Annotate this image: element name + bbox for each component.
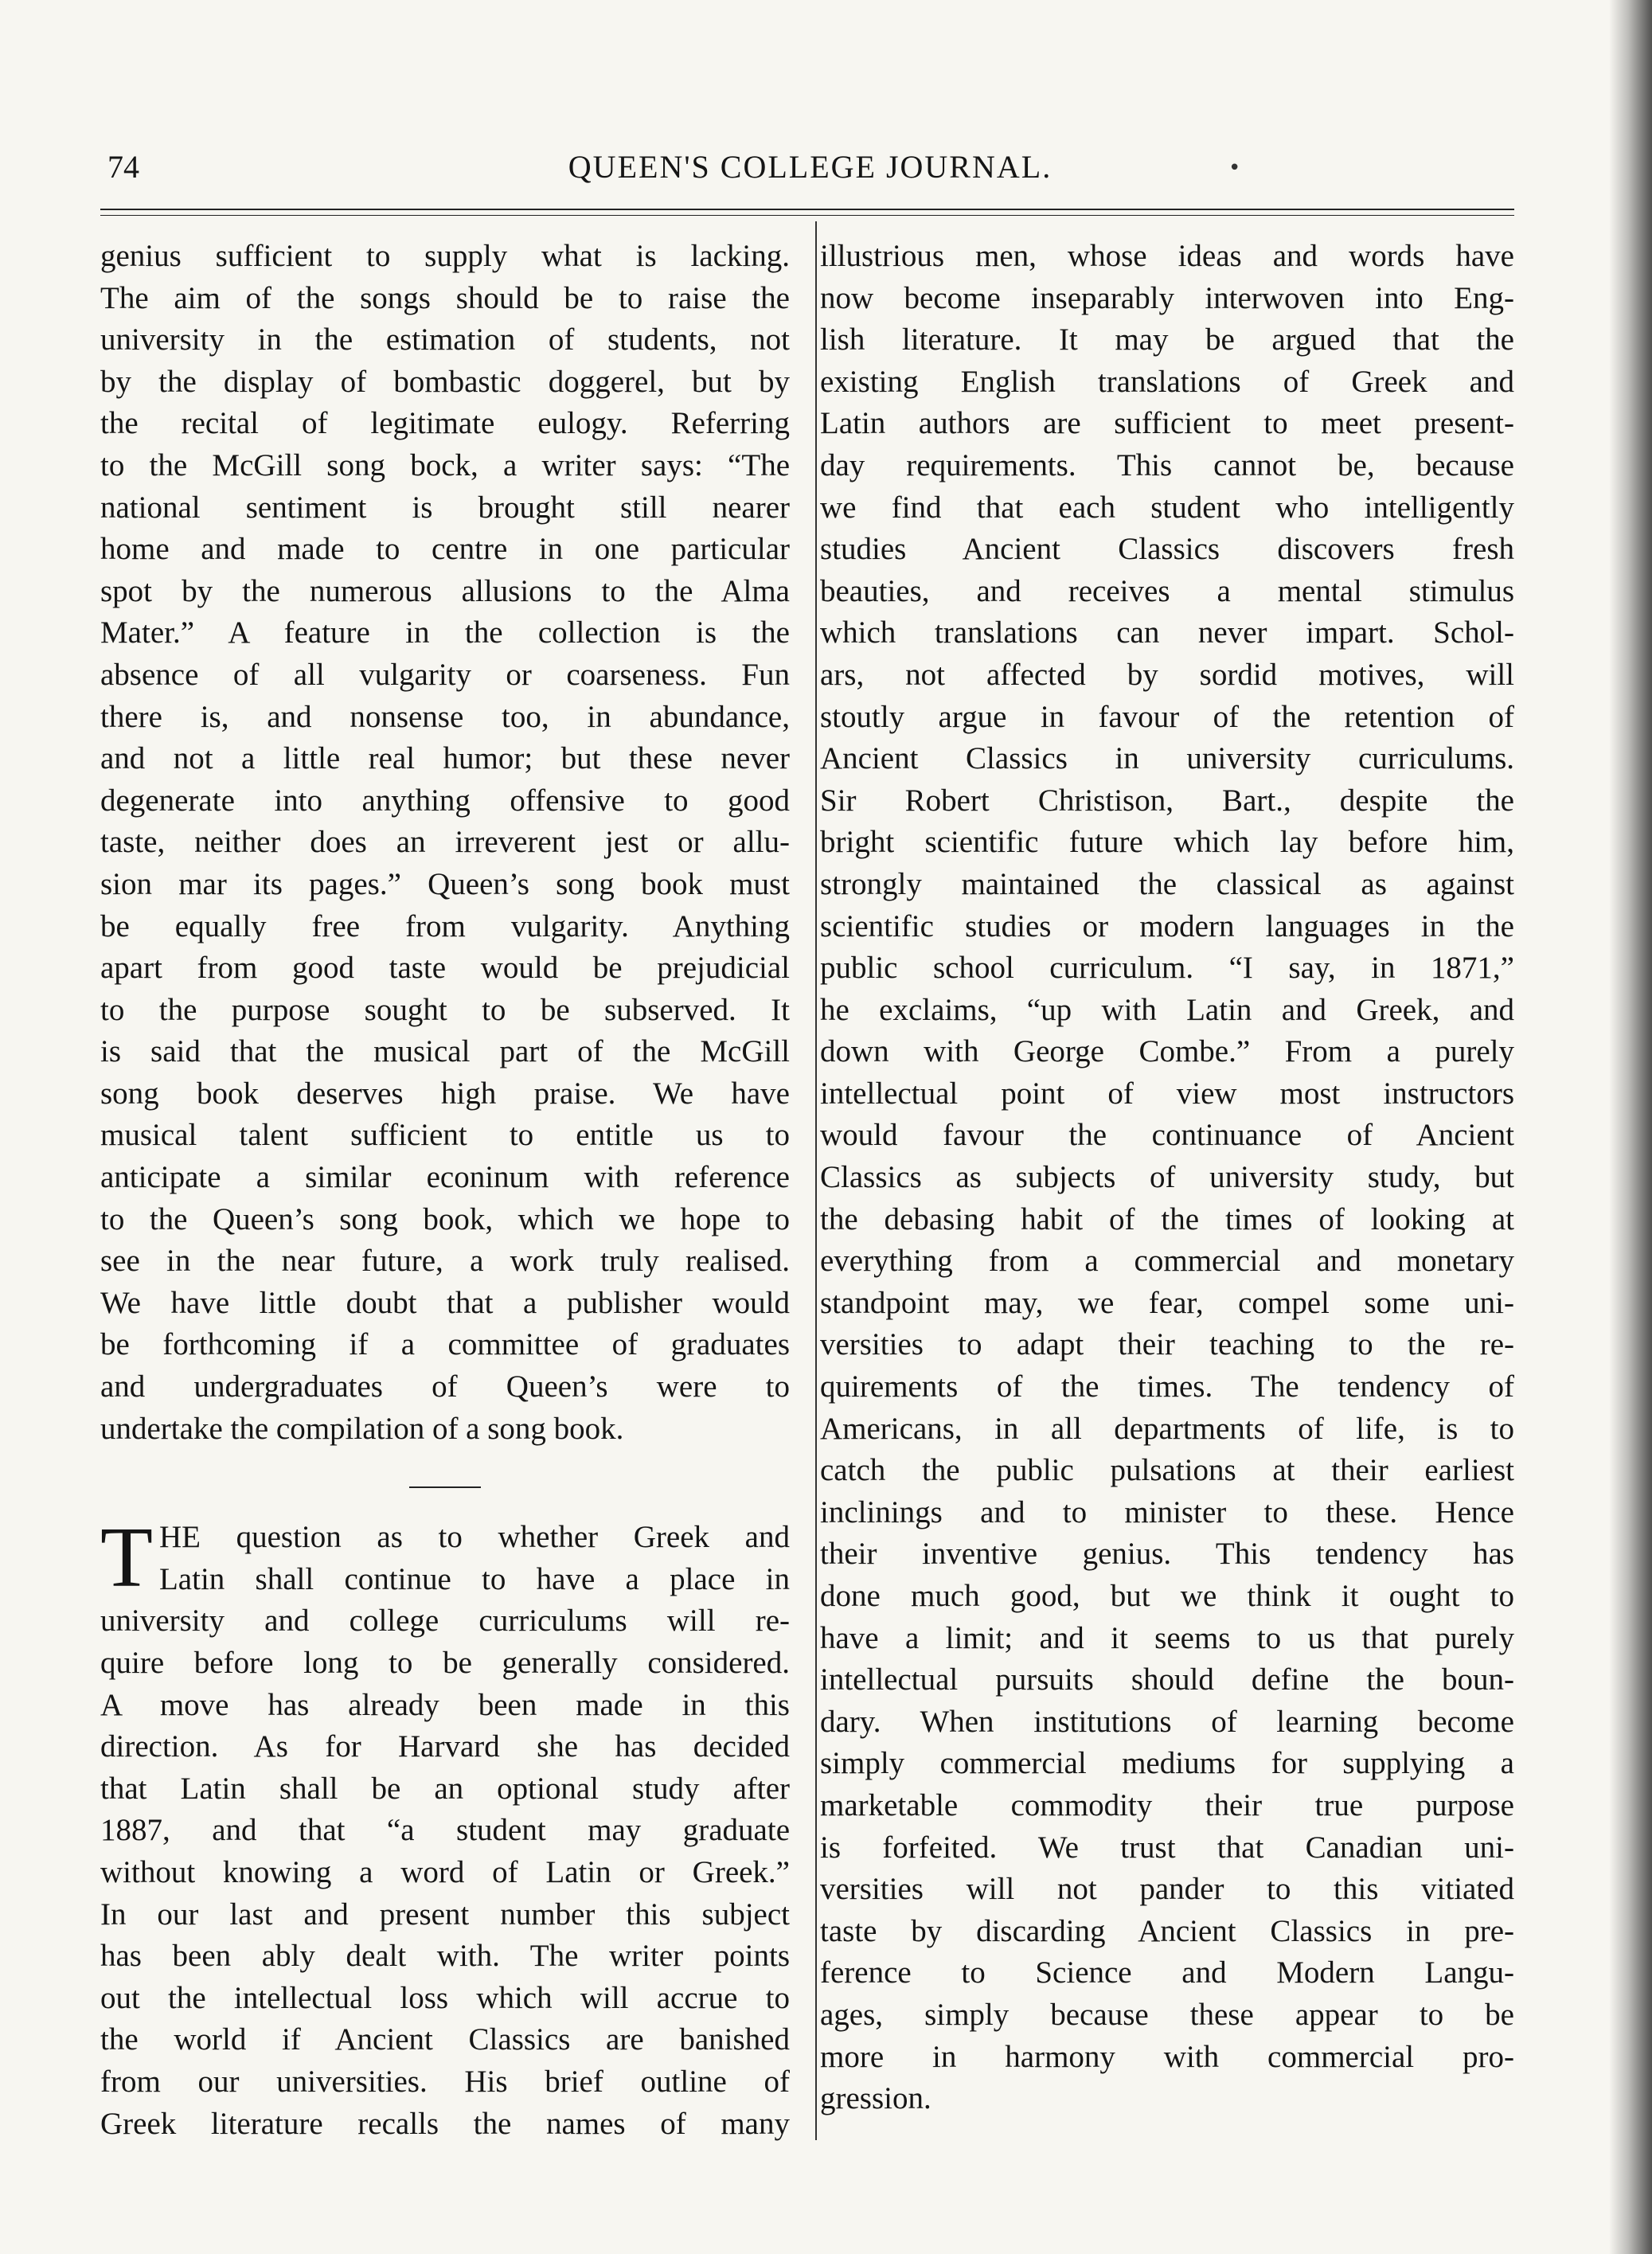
text-line: dary. When institutions of learning become: [820, 1704, 1514, 1739]
text-line: university in the estimation of students, not: [100, 322, 790, 357]
text-line: absence of all vulgarity or coarseness. Fun: [100, 657, 790, 692]
text-line: university and college curriculums will re-: [100, 1604, 790, 1639]
stray-dot: •: [1228, 156, 1241, 180]
text-line: direction. As for Harvard she has decided: [100, 1729, 790, 1764]
text-line: versities will not pander to this vitiated: [820, 1872, 1514, 1907]
text-line: Americans, in all departments of life, is to: [820, 1411, 1514, 1446]
text-line: from our universities. His brief outline of: [100, 2064, 790, 2099]
drop-cap-lines: [100, 1510, 790, 1606]
text-line: everything from a commercial and monetary: [820, 1244, 1514, 1279]
classics-paragraph-continued: [820, 236, 1514, 2120]
text-line: spot by the numerous allusions to the Alma: [100, 573, 790, 608]
text-line: standpoint may, we fear, compel some uni-: [820, 1285, 1514, 1320]
text-line: we find that each student who intelligently: [820, 490, 1514, 525]
text-line: down with George Combe.” From a purely: [820, 1034, 1514, 1069]
text-line: is said that the musical part of the McGill: [100, 1034, 790, 1069]
text-line: and not a little real humor; but these never: [100, 741, 790, 776]
text-line: apart from good taste would be prejudicial: [100, 951, 790, 986]
text-line: home and made to centre in one particular: [100, 532, 790, 567]
text-line: simply commercial mediums for supplying a: [820, 1746, 1514, 1781]
text-line: by the display of bombastic doggerel, but by: [100, 364, 790, 399]
text-line: taste, neither does an irreverent jest or allu-: [100, 825, 790, 860]
text-line: without knowing a word of Latin or Greek.”: [100, 1854, 790, 1889]
text-line: which translations can never impart. Schol-: [820, 615, 1514, 650]
song-book-paragraph: [100, 236, 790, 1450]
text-line: catch the public pulsations at their earliest: [820, 1453, 1514, 1488]
text-line: quirements of the times. The tendency of: [820, 1369, 1514, 1404]
text-line: has been ably dealt with. The writer points: [100, 1939, 790, 1974]
text-line: is forfeited. We trust that Canadian uni-: [820, 1830, 1514, 1865]
left-column: [100, 236, 790, 2145]
text-line: Mater.” A feature in the collection is the: [100, 615, 790, 650]
text-line: national sentiment is brought still nearer: [100, 490, 790, 525]
text-line: and undergraduates of Queen’s were to: [100, 1369, 790, 1404]
text-line: lish literature. It may be argued that the: [820, 322, 1514, 357]
text-line: musical talent sufficient to entitle us to: [100, 1118, 790, 1153]
text-line: Ancient Classics in university curriculums.: [820, 741, 1514, 776]
page-header: [107, 148, 1513, 196]
column-divider: [815, 221, 817, 2140]
text-line: anticipate a similar econinum with reference: [100, 1160, 790, 1195]
header-rule-top: [100, 209, 1514, 210]
page-number: 74: [107, 149, 139, 185]
text-line: intellectual point of view most instructors: [820, 1076, 1514, 1111]
text-line: to the purpose sought to be subserved. It: [100, 992, 790, 1027]
classics-paragraph-body: [100, 1600, 790, 2145]
text-line: ars, not affected by sordid motives, will: [820, 657, 1514, 692]
text-line: there is, and nonsense too, in abundance,: [100, 699, 790, 734]
text-line: undertake the compilation of a song book.: [100, 1411, 624, 1446]
text-line: The aim of the songs should be to raise the: [100, 280, 790, 315]
text-line: bright scientific future which lay before him,: [820, 825, 1514, 860]
page-edge-shadow: [1609, 0, 1652, 2254]
text-line: degenerate into anything offensive to good: [100, 783, 790, 818]
text-line: studies Ancient Classics discovers fresh: [820, 532, 1514, 567]
text-line: Latin authors are sufficient to meet present-: [820, 406, 1514, 441]
text-line: In our last and present number this subject: [100, 1897, 790, 1932]
text-line: Classics as subjects of university study, but: [820, 1160, 1514, 1195]
text-line: be forthcoming if a committee of graduates: [100, 1327, 790, 1362]
text-line: sion mar its pages.” Queen’s song book must: [100, 866, 790, 901]
text-line: HE question as to whether Greek and: [158, 1520, 790, 1555]
text-line: versities to adapt their teaching to the re-: [820, 1327, 1514, 1362]
text-line: the recital of legitimate eulogy. Referring: [100, 406, 790, 441]
text-line: the world if Ancient Classics are banished: [100, 2022, 790, 2057]
text-line: quire before long to be generally considered.: [100, 1646, 790, 1680]
classics-paragraph: [100, 1510, 790, 2145]
text-line: song book deserves high praise. We have: [100, 1076, 790, 1111]
text-line: would favour the continuance of Ancient: [820, 1118, 1514, 1153]
text-line: have a limit; and it seems to us that purely: [820, 1620, 1514, 1655]
text-line: taste by discarding Ancient Classics in pre-: [820, 1913, 1514, 1948]
text-line: gression.: [820, 2081, 931, 2116]
text-line: more in harmony with commercial pro-: [820, 2039, 1514, 2074]
running-title: QUEEN'S COLLEGE JOURNAL.: [568, 149, 1053, 185]
text-line: beauties, and receives a mental stimulus: [820, 573, 1514, 608]
text-line: intellectual pursuits should define the boun-: [820, 1662, 1514, 1697]
text-line: public school curriculum. “I say, in 1871,”: [820, 951, 1514, 986]
text-line: be equally free from vulgarity. Anything: [100, 908, 790, 943]
text-line: A move has already been made in this: [100, 1687, 790, 1722]
text-line: stoutly argue in favour of the retention of: [820, 699, 1514, 734]
text-line: he exclaims, “up with Latin and Greek, and: [820, 992, 1514, 1027]
right-column: [820, 236, 1514, 2120]
text-line: Sir Robert Christison, Bart., despite the: [820, 783, 1514, 818]
text-line: to the Queen’s song book, which we hope to: [100, 1201, 790, 1236]
drop-cap: T: [100, 1510, 153, 1606]
text-line: day requirements. This cannot be, because: [820, 447, 1514, 482]
text-line: 1887, and that “a student may graduate: [100, 1813, 790, 1848]
text-line: inclinings and to minister to these. Hence: [820, 1494, 1514, 1529]
text-line: existing English translations of Greek and: [820, 364, 1514, 399]
text-line: to the McGill song bock, a writer says: “The: [100, 447, 790, 482]
text-line: out the intellectual loss which will accrue to: [100, 1980, 790, 2015]
text-line: ference to Science and Modern Langu-: [820, 1955, 1514, 1990]
text-line: ages, simply because these appear to be: [820, 1997, 1514, 2032]
text-line: now become inseparably interwoven into Eng-: [820, 280, 1514, 315]
text-line: Greek literature recalls the names of many: [100, 2106, 790, 2141]
section-divider-rule: [409, 1486, 481, 1488]
text-line: the debasing habit of the times of looking at: [820, 1201, 1514, 1236]
text-line: their inventive genius. This tendency has: [820, 1537, 1514, 1572]
header-rule-bottom: [100, 215, 1514, 216]
text-line: marketable commodity their true purpose: [820, 1787, 1514, 1822]
text-line: done much good, but we think it ought to: [820, 1579, 1514, 1613]
text-line: We have little doubt that a publisher would: [100, 1285, 790, 1320]
text-line: illustrious men, whose ideas and words have: [820, 239, 1514, 273]
text-line: see in the near future, a work truly realised.: [100, 1244, 790, 1279]
text-line: strongly maintained the classical as against: [820, 866, 1514, 901]
text-line: that Latin shall be an optional study after: [100, 1771, 790, 1806]
text-line: genius sufficient to supply what is lacking.: [100, 239, 790, 273]
text-line: Latin shall continue to have a place in: [158, 1561, 790, 1596]
text-line: scientific studies or modern languages in the: [820, 908, 1514, 943]
